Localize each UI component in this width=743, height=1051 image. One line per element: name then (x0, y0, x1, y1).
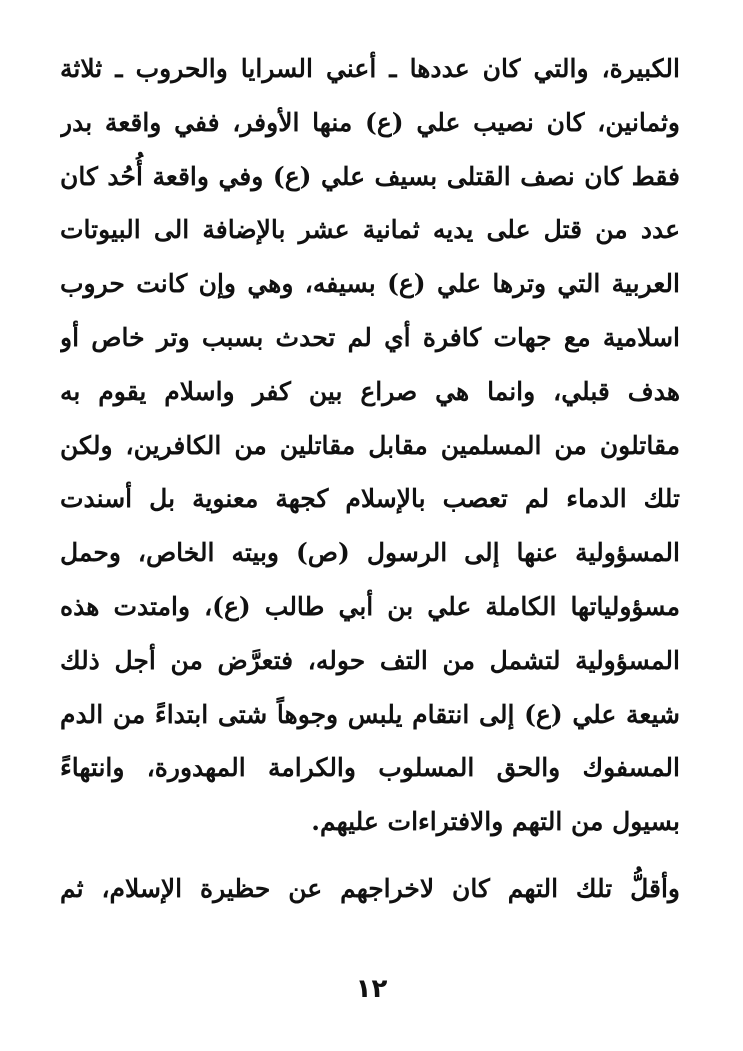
text-line: هدف قبلي، وانما هي صراع بين كفر واسلام يقوم به (60, 376, 680, 406)
text-line: وأقلُّ تلك التهم كان لاخراجهم عن حظيرة الإسلام، ثم (60, 874, 680, 903)
text-line: اسلامية مع جهات كافرة أي لم تحدث بسبب وتر خاص أو (60, 322, 680, 352)
text-line: الكبيرة، والتي كان عددها ـ أعني السرايا والحروب ـ ثلاثة (60, 54, 680, 83)
text-line: العربية التي وترها علي (ع) بسيفه، وهي وإن كانت حروب (60, 269, 680, 299)
text-line: وثمانين، كان نصيب علي (ع) منها الأوفر، ففي واقعة بدر (60, 107, 680, 137)
text-line: المسؤولية عنها إلى الرسول (ص) وبيته الخاص، وحمل (60, 538, 680, 568)
text-line: مسؤولياتها الكاملة علي بن أبي طالب (ع)، وامتدت هذه (60, 591, 680, 621)
text-line: مقاتلون من المسلمين مقابل مقاتلين من الكافرين، ولكن (60, 430, 680, 460)
paragraph-2 (60, 862, 680, 916)
page-number: ١٢ (355, 974, 388, 1004)
paragraph-1 (60, 42, 680, 849)
text-line: شيعة علي (ع) إلى انتقام يلبس وجوهاً شتى ابتداءً من الدم (60, 699, 680, 729)
text-line: عدد من قتل على يديه ثمانية عشر بالإضافة الى البيوتات (60, 215, 680, 245)
text-line: المسؤولية لتشمل من التف حوله، فتعرَّض من أجل ذلك (60, 645, 680, 675)
text-line: تلك الدماء لم تعصب بالإسلام كجهة معنوية بل أسندت (60, 484, 680, 514)
text-line: فقط كان نصف القتلى بسيف علي (ع) وفي واقعة أُحُد كان (60, 161, 680, 191)
text-line: بسيول من التهم والافتراءات عليهم. (311, 807, 680, 837)
text-line: المسفوك والحق المسلوب والكرامة المهدورة، وانتهاءً (60, 753, 680, 783)
